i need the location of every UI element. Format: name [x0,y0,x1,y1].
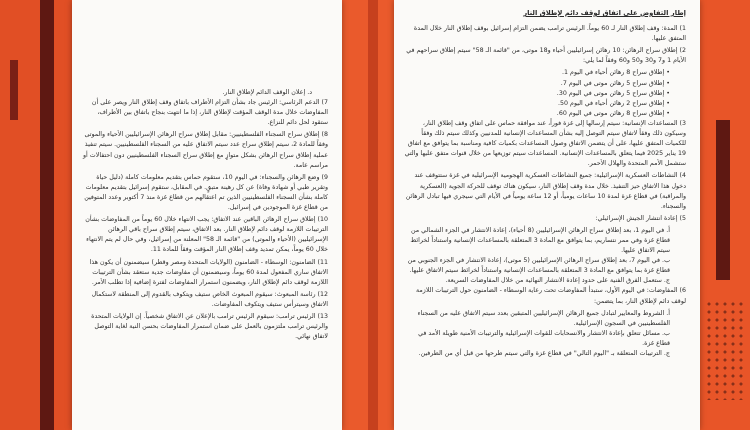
document-subitem: ب. في اليوم 7، بعد إطلاق سراح الرهائن الإسرائيليين (5 موتى)، إعادة الانتشار في الجزء الجنوبي من قطاع غزة بما يتوافق مع المادة 3 المتعلقة بالمساعدات الإنسانية واستناداً لخرائط سيتم الاتفاق عليها. [407,257,670,275]
page-body-left [72,0,342,342]
document-title: إطار التفاوض على اتفاق لوقف دائم لإطلاق النار [523,9,686,17]
document-subitem: • إطلاق سراح 8 رهائن موتى في اليوم 60. [556,109,670,117]
decorative-stripe [368,0,378,430]
document-paragraph: 8) إطلاق سراح السجناء الفلسطينيين: مقابل إطلاق سراح الرهائن الإسرائيليين الأحياء والموتى وفقاً للمادة 2، سيتم إطلاق سراح عدد سيتم الاتفاق عليه من السجناء الفلسطينيين. سيتم تنفيذ عملية إطلاق سراح الرهائن بشكل متوازٍ مع إطلاق سراح السجناء الفلسطينيين دون احتفالات أو مراسم عامة. [83,131,328,169]
document-paragraph: 7) الدعم الرئاسي: الرئيس جاد بشأن التزام الأطراف باتفاق وقف إطلاق النار ويصر على أن المفاوضات خلال مدة الوقف المؤقت لإطلاق النار، إذا ما انتهت بنجاح باتفاق بين الأطراف، ستقود لحل دائم للنزاع. [91,99,328,127]
document-subitem: ج. الترتيبات المتعلقة بـ "اليوم التالي" في قطاع غزة والتي سيتم طرحها من قبل أي من الطرفين. [418,350,670,357]
document-paragraph: 9) وضع الرهائن والسجناء: في اليوم 10، ستقوم حماس بتقديم معلومات كاملة (دليل حياة وتقرير طبي أو شهادة وفاة) عن كل رهينة متبقٍ. في المقابل، ستقوم إسرائيل بتقديم معلومات كاملة بشأن السجناء الفلسطينيين الذين تم اعتقالهم من قطاع غزة منذ 7 أكتوبر وعدد المتوفين من قطاع غزة الموجودين في إسرائيل. [84,173,328,212]
document-paragraph: 3) المساعدات الإنسانية: سيتم إرسالها إلى غزة فوراً، عند موافقة حماس على اتفاق وقف إطلاق النار، وسيكون ذلك وفقاً لاتفاق سيتم التوصل إليه بشأن المساعدات الإنسانية للمدنيين وكذلك سيتم ذلك وفقاً للكميات المتفق عليها، على أن يتضمن الاتفاق وصول المساعدات بكميات كافية ومناسبة بما يتوافق مع اتفاق 19 يناير 2025 فيما يتعلق بالمساعدات الإنسانية. المساعدات سيتم توزيعها من خلال قنوات متفق عليها والتي ستشمل الأمم المتحدة والهلال الأحمر. [404,119,686,168]
document-paragraph: 1) المدة: وقف إطلاق النار لـ 60 يوماً. الرئيس ترامب يضمن التزام إسرائيل بوقف إطلاق النار خلال المدة المتفق عليها. [413,25,686,43]
document-subitem: د. إعلان الوقف الدائم لإطلاق النار. [222,89,312,96]
document-page-right [394,0,700,430]
document-paragraph: 2) إطلاق سراح الرهائن: 10 رهائن إسرائيليين أحياء و18 موتى، من "قائمة الـ 58" سيتم إطلاق سراحهم في الأيام 1 و7 و30 و50 و60 وفقاً لما يلي: [406,47,686,65]
document-subitem: أ. في اليوم 1، بعد إطلاق سراح الرهائن الإسرائيليين (8 أحياء)، إعادة الانتشار في الجزء الشمالي من قطاع غزة وفي ممر نتساريم، بما يتوافق مع المادة 3 المتعلقة بالمساعدات الإنسانية واستناداً لخرائط سيتم الاتفاق عليها. [410,226,670,255]
document-subitem: • إطلاق سراح 5 رهائن موتى في اليوم 30. [556,89,670,97]
document-paragraph: 13) الرئيس ترامب: سيقوم الرئيس ترامب بالإعلان عن الاتفاق شخصياً. إن الولايات المتحدة والرئيس ترامب ملتزمون بالعمل على ضمان استمرار المفاوضات بحسن النية لغاية التوصل لاتفاق نهائي. [91,312,328,341]
document-subitem: ب. مسائل تتعلق بإعادة الانتشار والانسحابات للقوات الإسرائيلية والترتيبات الأمنية طويلة الأمد في قطاع غزة. [418,329,670,347]
page-body-right [404,24,686,359]
document-subitem: ج. ستعمل الفرق الفنية على حدود إعادة الانتشار النهائية من خلال المفاوضات السريعة. [445,277,670,285]
document-paragraph: 11) الضامنون: الوسطاء - الضامنون (الولايات المتحدة ومصر وقطر) سيضمنون أن يكون هذا الاتفاق ساري المفعول لمدة 60 يوماً، وسيضمنون أن مفاوضات جدية ستعقد بشأن الترتيبات اللازمة لوقف دائم لإطلاق النار، ويضمنون استمرار المفاوضات لفترة إضافية إذا تطلب الأمر. [89,258,328,286]
document-paragraph: 12) رئاسة المبعوث: سيقوم المبعوث الخاص ستيف ويتكوف بالقدوم إلى المنطقة لاستكمال الاتفاق وسيترأس ستيف ويتكوف المفاوضات. [91,290,328,308]
document-subitem: أ. الشروط والمعايير لتبادل جميع الرهائن الإسرائيليين المتبقين بعدد سيتم الاتفاق عليه من السجناء الفلسطينيين في السجون الإسرائيلية. [417,309,670,327]
document-paragraph: 5) إعادة انتشار الجيش الإسرائيلي: [595,214,686,222]
decorative-stripe [10,60,18,120]
document-subitem: • إطلاق سراح 2 رهائن أحياء في اليوم 50. [558,99,670,107]
document-paragraph: 4) النشاطات العسكرية الإسرائيلية: جميع النشاطات العسكرية الهجومية الإسرائيلية في غزة ستتوقف عند دخول هذا الاتفاق حيز التنفيذ. خلال مدة وقف إطلاق النار، سيكون هناك توقف للحركة الجوية (العسكرية والمراقبة) في قطاع غزة لمدة 10 ساعات يومياً، أو 12 ساعة يومياً في الأيام التي سيجري فيها تبادل الرهائن والسجناء. [405,172,686,210]
decorative-stripe [40,0,54,430]
document-page-left [72,0,342,430]
document-paragraph: 10) إطلاق سراح الرهائن الباقين عند الاتفاق: يجب الانتهاء خلال 60 يوماً من المفاوضات بشأن الترتيبات اللازمة لوقف دائم لإطلاق النار. بعد الاتفاق، سيتم إطلاق سراح باقي الرهائن الإسرائيليين (الأحياء والموتى) من "قائمة الـ 58" المعلنة من إسرائيل، وفي حال لم يتم الانتهاء خلال 60 يوماً، يمكن تمديد وقف إطلاق النار المؤقت وفقاً للمادة 11. [85,216,328,254]
decorative-dot-pattern [705,300,745,400]
document-subitem: • إطلاق سراح 8 رهائن أحياء في اليوم 1. [562,69,670,77]
document-paragraph: 6) المفاوضات: في اليوم الأول، ستبدأ المفاوضات تحت رعاية الوسطاء - الضامنون حول الترتيبات اللازمة لوقف دائم لإطلاق النار، بما يتضمن: [416,287,686,305]
decorative-stripe [716,120,730,280]
document-subitem: • إطلاق سراح 5 رهائن موتى في اليوم 7. [560,79,670,87]
